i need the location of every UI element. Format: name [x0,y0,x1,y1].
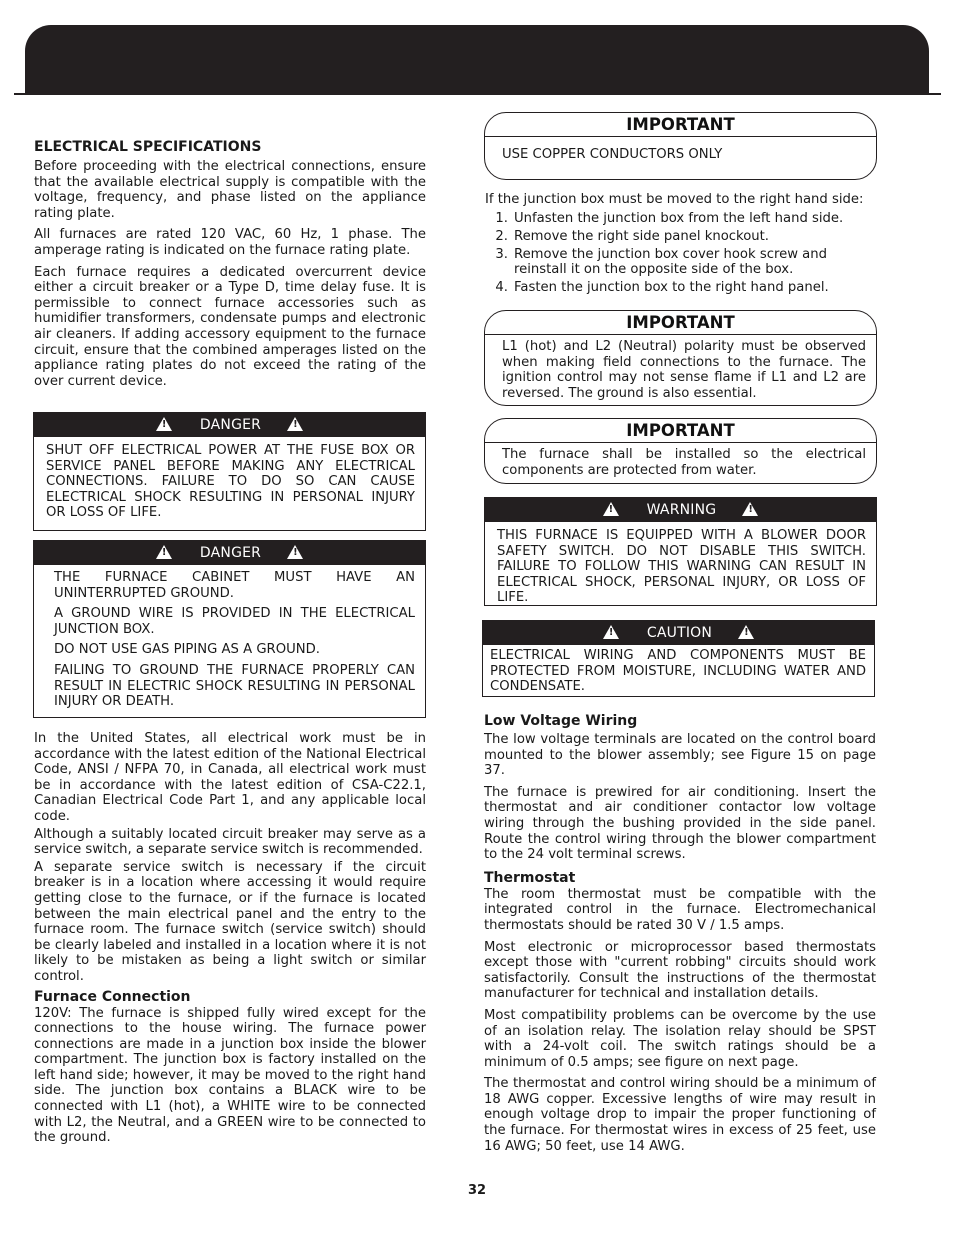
furnace-connection-heading: Furnace Connection [34,988,191,1005]
danger-label: DANGER [199,545,262,561]
caution-header [483,621,874,645]
important-title: IMPORTANT [485,419,876,443]
thermostat-paragraph-3: Most compatibility problems can be overcome by the use of an isolation relay. The isolation relay should be SPST with a 24-volt coil. The switch ratings should be a minimum of 0.5 amps; see figure on next page. [484,1007,876,1070]
junction-steps-list [485,211,877,296]
page-number: 32 [467,1183,487,1198]
warning-triangle-icon [603,625,619,639]
warning-triangle-icon [603,502,619,516]
low-voltage-paragraph-2: The furnace is prewired for air conditioning. Insert the thermostat and air conditioner contactor low voltage wiring through the bushing provided in the side panel. Route the control wiring through the blower compartment to the 24 volt terminal screws. [484,784,876,863]
general-paragraph-3: A separate service switch is necessary if the circuit breaker is in a location where accessing it would require getting close to the furnace, or if the furnace is located between the main electrical panel and the entry to the furnace room. The furnace switch (service switch) should be clearly labeled and installed in a location where it is not likely to be mistaken as being a light switch or similar control. [34,859,426,984]
warning-triangle-icon [156,545,172,559]
caution-text: ELECTRICAL WIRING AND COMPONENTS MUST BE PROTECTED FROM MOISTURE, INCLUDING WATER AND CONDENSATE. [490,648,866,695]
list-item: 1. Unfasten the junction box from the left hand side. [495,210,844,226]
electrical-specifications-heading: ELECTRICAL SPECIFICATIONS [34,139,262,155]
general-paragraph-2: Although a suitably located circuit breaker may serve as a service switch, a separate service switch is recommended. [34,826,426,858]
warning-triangle-icon [738,625,754,639]
general-wiring-section [34,731,426,1146]
low-voltage-heading: Low Voltage Wiring [484,713,638,729]
furnace-connection-paragraph: 120V: The furnace is shipped fully wired except for the connections to the house wiring. The furnace power connections are made in a junction box inside the blower compartment. The junction box is factory installed on the left hand side; however, it may be moved to the right hand side. The junction box contains a BLACK wire to be connected with L1 (hot), a WHITE wire to be connected with L2, the Neutral, and a GREEN wire to be connected to the ground. [34,1005,426,1146]
general-paragraph-1: In the United States, all electrical work must be in accordance with the latest edition of the National Electrical Code, ANSI / NFPA 70, in Canada, all electrical work must be in accordance with the latest edition of CSA-C22.1, Canadian Electrical Code Part 1, and any applicable local code. [34,731,426,824]
list-item: 3. Remove the junction box cover hook screw and reinstall it on the opposite side of the box. [495,246,827,278]
danger-label: DANGER [199,417,262,433]
header-rule [14,93,941,95]
low-voltage-paragraph-1: The low voltage terminals are located on the control board mounted to the blower assembly; see Figure 15 on page 37. [484,732,876,779]
danger-box-ground [33,540,426,718]
list-item: 4. Fasten the junction box to the right hand panel. [495,280,829,296]
danger-header [34,413,425,437]
warning-triangle-icon [156,417,172,431]
header-bar [25,25,929,94]
warning-text: THIS FURNACE IS EQUIPPED WITH A BLOWER DOOR SAFETY SWITCH. DO NOT DISABLE THIS SWITCH. FAILURE TO FOLLOW THIS WARNING CAN RESULT IN ELECTRICAL SHOCK, PERSONAL INJURY, OR LOSS OF LIFE. [497,528,866,606]
important-box-water [484,418,877,484]
electrical-paragraph-3: Each furnace requires a dedicated overcurrent device either a circuit breaker or a Type D, time delay fuse. It is permissible to connect furnace accessories such as humidifier transformers, condensate pumps and electronic air cleaners. If adding accessory equipment to the furnace circuit, ensure that the combined amperages listed on the appliance rating plates do not exceed the rating of the over current device. [34,264,426,389]
electrical-specifications-section [34,139,426,389]
warning-label: WARNING [646,502,717,518]
warning-triangle-icon [287,417,303,431]
danger-item: THE FURNACE CABINET MUST HAVE AN UNINTERRUPTED GROUND. [54,570,415,601]
warning-header [485,498,876,522]
junction-box-section [485,192,877,298]
list-item: 2. Remove the right side panel knockout. [495,228,769,244]
warning-box-door-switch [484,497,877,606]
danger-item: A GROUND WIRE IS PROVIDED IN THE ELECTRICAL JUNCTION BOX. [54,606,415,637]
danger-list [34,565,425,717]
important-text: L1 (hot) and L2 (Neutral) polarity must be observed when making field connections to the furnace. The ignition control may not sense flame if L1 and L2 are reversed. The ground is also essential. [502,339,866,401]
electrical-paragraph-2: All furnaces are rated 120 VAC, 60 Hz, 1 phase. The amperage rating is indicated on the furnace rating plate. [34,227,426,258]
important-text: USE COPPER CONDUCTORS ONLY [502,147,723,162]
thermostat-paragraph-1: The room thermostat must be compatible with the integrated control in the furnace. Electromechanical thermostats should be rated 30 V / 1.5 amps. [484,886,876,933]
electrical-paragraph-1: Before proceeding with the electrical connections, ensure that the available electrical supply is compatible with the voltage, frequency, and phase listed on the appliance rating plate. [34,159,426,221]
caution-box-moisture [482,620,875,697]
important-box-polarity [484,310,877,406]
warning-triangle-icon [742,502,758,516]
important-text: The furnace shall be installed so the electrical components are protected from water. [502,447,866,478]
warning-triangle-icon [287,545,303,559]
danger-box-power [33,412,426,531]
danger-header [34,541,425,565]
thermostat-paragraph-4: The thermostat and control wiring should be a minimum of 18 AWG copper. Excessive lengths of wire may result in enough voltage drop to impair the proper functioning of the furnace. For thermostat wires in excess of 25 feet, use 16 AWG; 50 feet, use 14 AWG. [484,1076,876,1154]
junction-intro: If the junction box must be moved to the right hand side: [485,192,864,207]
thermostat-heading: Thermostat [484,869,576,886]
danger-text: SHUT OFF ELECTRICAL POWER AT THE FUSE BOX OR SERVICE PANEL BEFORE MAKING ANY ELECTRICAL CONNECTIONS. FAILURE TO DO SO CAN CAUSE ELECTRICAL SHOCK RESULTING IN PERSONAL INJURY OR LOSS OF LIFE. [46,443,415,521]
thermostat-paragraph-2: Most electronic or microprocessor based thermostats except those with "current robbing" circuits should work satisfactorily. Consult the instructions of the thermostat manufacturer for technical and installation details. [484,939,876,1002]
low-voltage-section [484,713,876,1154]
danger-item: FAILING TO GROUND THE FURNACE PROPERLY CAN RESULT IN ELECTRIC SHOCK RESULTING IN PERSONAL INJURY OR DEATH. [54,662,415,710]
caution-label: CAUTION [646,625,713,641]
danger-item: DO NOT USE GAS PIPING AS A GROUND. [54,642,320,658]
important-title: IMPORTANT [485,113,876,137]
important-title: IMPORTANT [485,311,876,335]
important-box-copper [484,112,877,180]
